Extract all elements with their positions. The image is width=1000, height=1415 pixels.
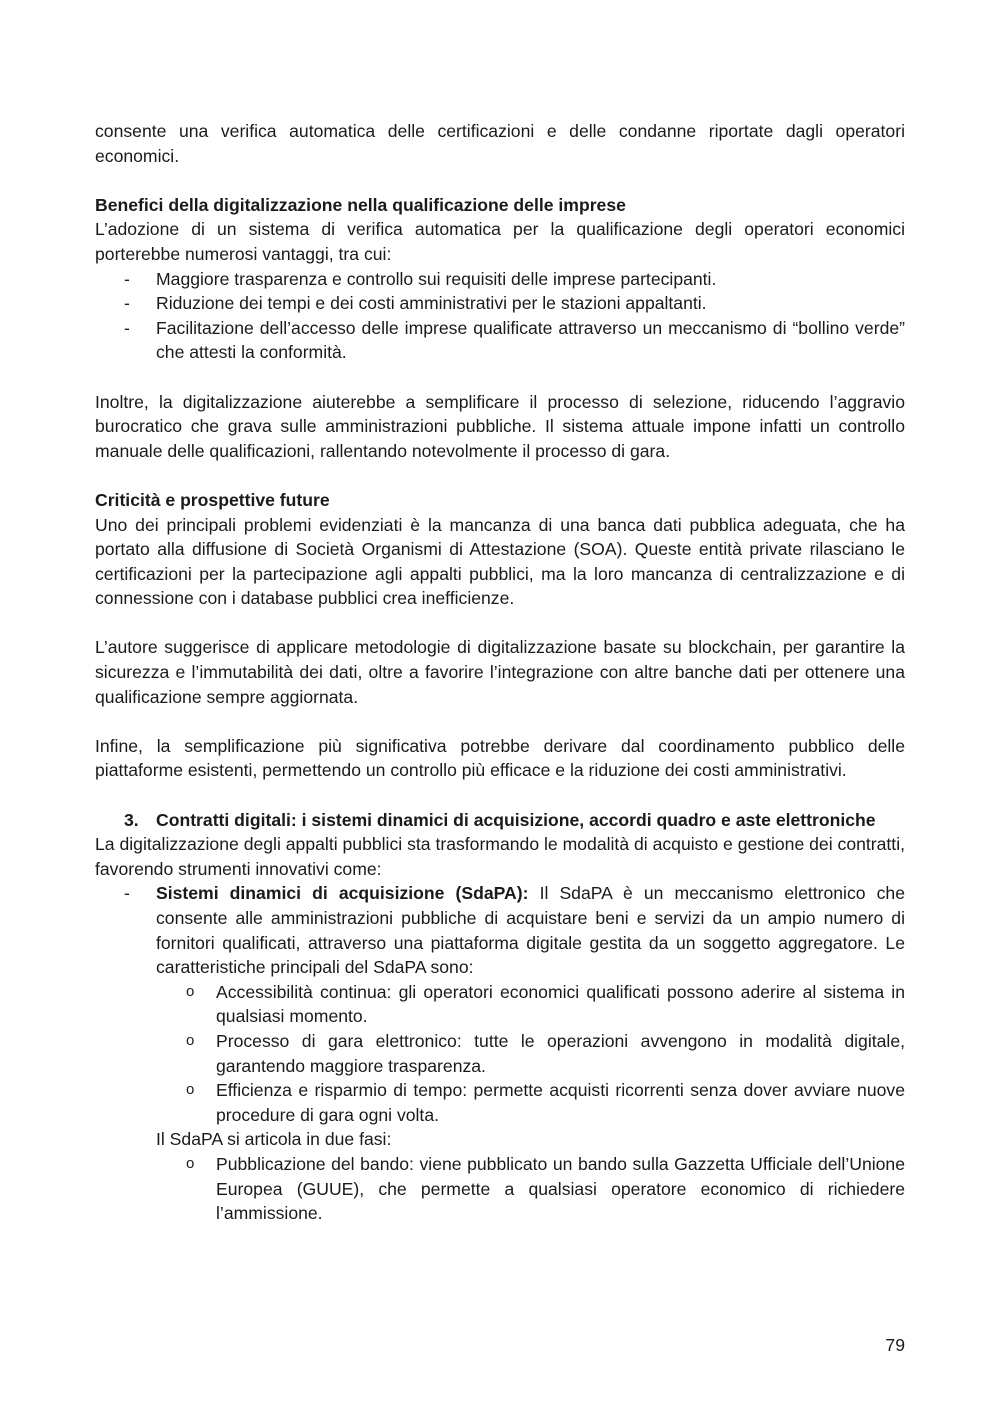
page-number: 79 — [885, 1335, 905, 1355]
sub-list-item — [156, 1152, 905, 1226]
contracts-intro-paragraph: La digitalizzazione degli appalti pubblici sta trasformando le modalità di acquisto e gestione dei contratti, favorendo strumenti innovativi come: — [95, 834, 905, 879]
contracts-list — [95, 881, 905, 979]
sub-list-item-text: Accessibilità continua: gli operatori economici qualificati possono aderire al sistema in qualsiasi momento. — [216, 981, 905, 1027]
section-number: 3. — [124, 809, 139, 830]
heading-critical: Criticità e prospettive future — [95, 489, 330, 510]
benefits-list — [95, 267, 905, 365]
page-content — [95, 119, 905, 1226]
list-item-text: Maggiore trasparenza e controllo sui requisiti delle imprese partecipanti. — [156, 268, 717, 289]
sub-list-item — [156, 1029, 905, 1078]
critical-paragraph: Uno dei principali problemi evidenziati è la mancanza di una banca dati pubblica adeguata, che ha portato alla diffusione di Società Organismi di Attestazione (SOA). Queste entità private rilasciano le certificazioni per la partecipazione agli appalti pubblici, ma la loro mancanza di centralizzazione e di connessione con i database pubblici crea inefficienze. — [95, 514, 905, 609]
item-bold-label: Sistemi dinamici di acquisizione (SdaPA): — [156, 883, 529, 904]
benefits-closing-paragraph: Inoltre, la digitalizzazione aiuterebbe a semplificare il processo di selezione, riducendo l’aggravio burocratico che grava sulle amministrazioni pubbliche. Il sistema attuale impone infatti un controllo manuale delle qualificazioni, rallentando notevolmente il processo di gara. — [95, 391, 905, 461]
list-item-text: Riduzione dei tempi e dei costi amministrativi per le stazioni appaltanti. — [156, 293, 707, 314]
list-item-text: Il SdaPA è un meccanismo elettronico che consente alle amministrazioni pubbliche di acquistare beni e servizi da un ampio numero di fornitori qualificati, attraverso una piattaforma digitale gestita da un soggetto aggregatore. Le caratteristiche principali del SdaPA sono: — [156, 883, 905, 978]
dash-marker: - — [124, 293, 130, 314]
dash-marker: - — [124, 317, 130, 338]
phases-intro: Il SdaPA si articola in due fasi: — [156, 1129, 392, 1150]
critical-paragraph: Infine, la semplificazione più significativa potrebbe derivare dal coordinamento pubblico delle piattaforme esistenti, permettendo un controllo più efficace e la riduzione dei costi amministrativi. — [95, 735, 905, 781]
sub-list-item-text: Pubblicazione del bando: viene pubblicato un bando sulla Gazzetta Ufficiale dell’Unione Europea (GUUE), che permette a qualsiasi operatore economico di richiedere l’ammissione. — [216, 1153, 905, 1224]
sub-list-item — [156, 980, 905, 1029]
list-item — [95, 291, 905, 316]
circle-marker: o — [186, 1081, 195, 1099]
critical-paragraph: L’autore suggerisce di applicare metodologie di digitalizzazione basate su blockchain, per garantire la sicurezza e l’immutabilità dei dati, oltre a favorire l’integrazione con altre banche dati per ottenere una qualificazione sempre aggiornata. — [95, 637, 905, 707]
circle-marker: o — [186, 1031, 195, 1049]
intro-paragraph: consente una verifica automatica delle certificazioni e delle condanne riportate dagli operatori economici. — [95, 121, 905, 166]
features-list — [95, 980, 905, 1128]
dash-marker: - — [124, 883, 130, 904]
list-item — [95, 881, 905, 979]
list-item — [95, 316, 905, 365]
section-heading-text: Contratti digitali: i sistemi dinamici di acquisizione, accordi quadro e aste elettroniche — [156, 809, 876, 830]
circle-marker: o — [186, 982, 195, 1000]
list-item — [95, 267, 905, 292]
sub-list-item-text: Efficienza e risparmio di tempo: permette acquisti ricorrenti senza dover avviare nuove procedure di gara ogni volta. — [216, 1080, 905, 1125]
sub-list-item-text: Processo di gara elettronico: tutte le operazioni avvengono in modalità digitale, garantendo maggiore trasparenza. — [216, 1030, 905, 1076]
heading-benefits: Benefici della digitalizzazione nella qualificazione delle imprese — [95, 194, 626, 215]
list-item-text: Facilitazione dell’accesso delle imprese qualificate attraverso un meccanismo di “bollino verde” che attesti la conformità. — [156, 317, 905, 363]
circle-marker: o — [186, 1154, 195, 1172]
benefits-paragraph: L’adozione di un sistema di verifica automatica per la qualificazione degli operatori economici porterebbe numerosi vantaggi, tra cui: — [95, 219, 905, 264]
numbered-heading-contracts — [95, 808, 905, 833]
dash-marker: - — [124, 268, 130, 289]
phases-list — [95, 1152, 905, 1226]
sub-list-item — [156, 1078, 905, 1127]
